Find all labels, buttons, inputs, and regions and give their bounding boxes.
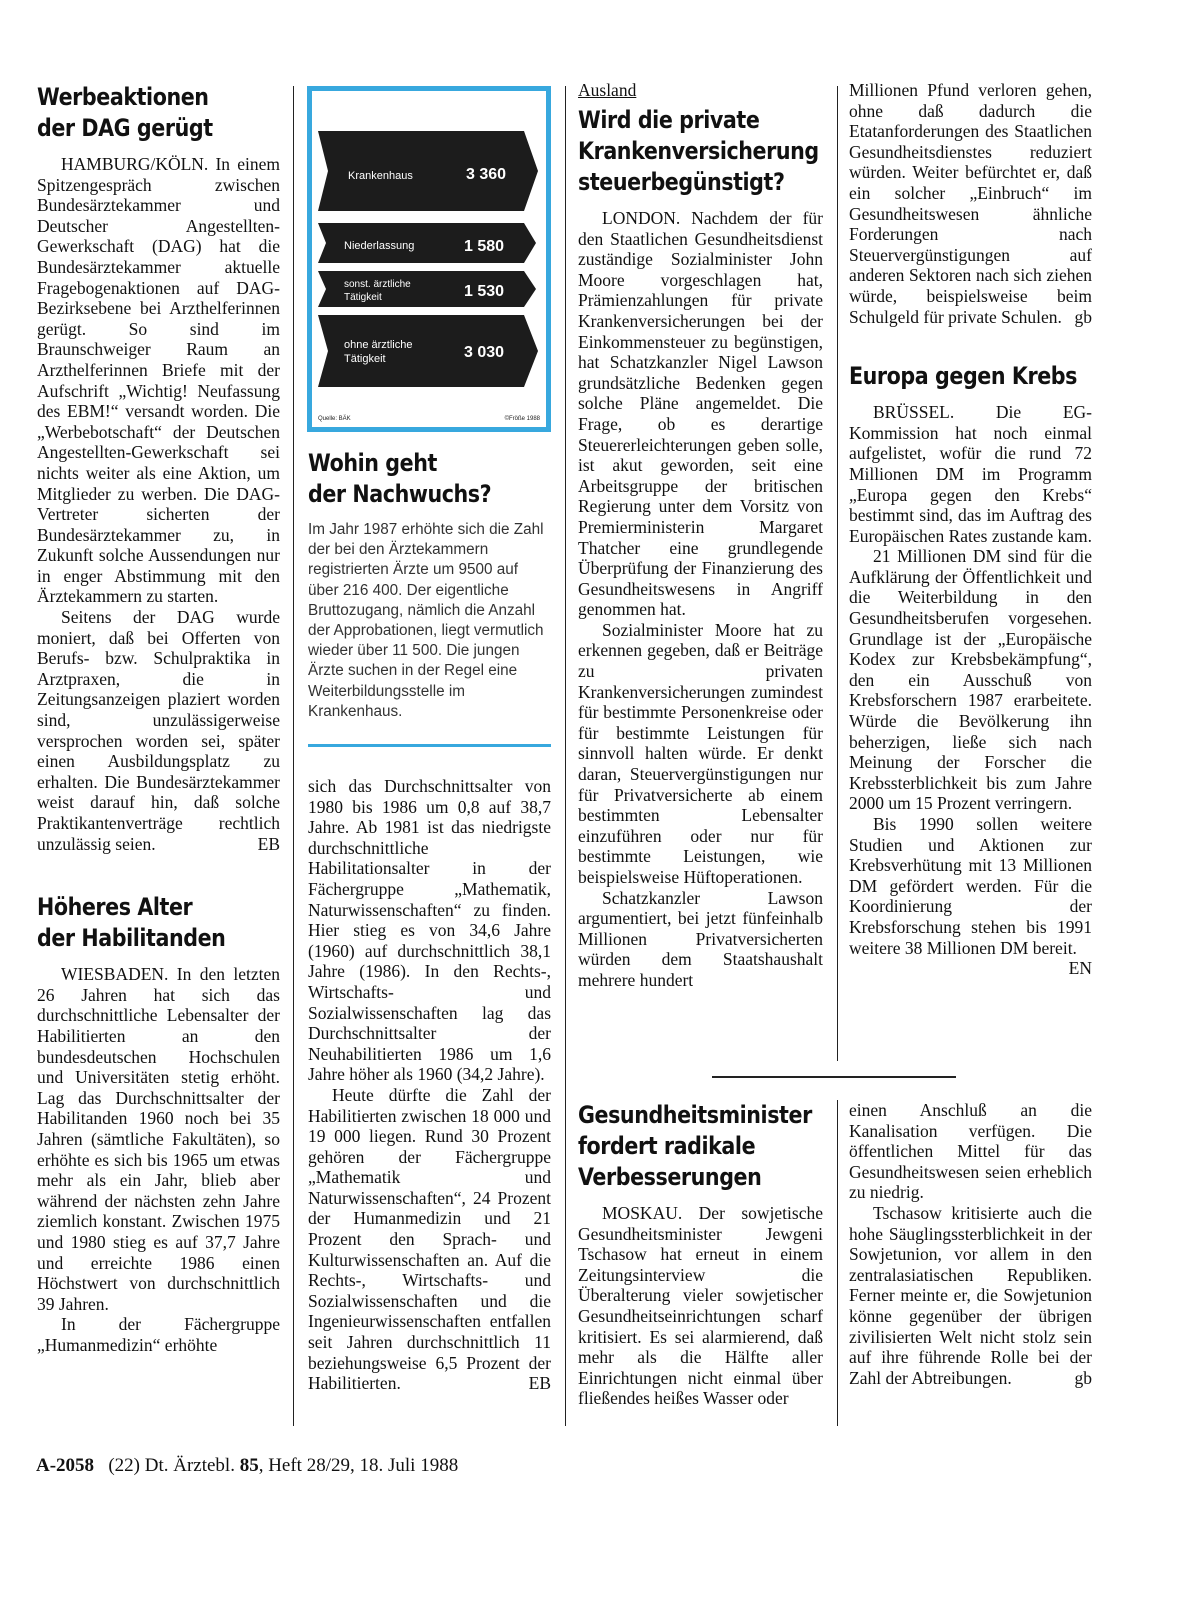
paragraph: In der Fächergruppe „Humanmedizin“ erhöhte (37, 1314, 280, 1355)
row-value: 1 580 (464, 238, 505, 255)
headline-line: Krankenversicherung (578, 137, 819, 165)
volume-number: 85 (239, 1455, 259, 1476)
paragraph: sich das Durchschnittsalter von 1980 bis 1986 um 0,8 auf 38,7 Jahre. Ab 1981 ist das niedrigste durchschnittliche Habilitationsalter in der Fächergruppe „Mathematik, Naturwissenschaften“ zu finden. Hier stieg es von 34,6 Jahre (1960) auf durchschnittlich 38,1 Jahre (1986). In den Rechts-, Wirtschafts- und Sozialwissenschaften lag das Durchschnittsalter der Neuhabilitierten 1986 um 1,6 Jahre höher als 1960 (34,2 Jahre). (308, 776, 551, 1085)
author-signature: gb (1074, 306, 1092, 327)
section-divider (712, 1076, 956, 1078)
paragraph: Schatzkanzler Lawson argumentiert, bei jetzt fünfeinhalb Millionen Privatversicherten würden dem Staatshaushalt mehrere hundert (578, 887, 823, 990)
headline-line: Verbesserungen (578, 1163, 762, 1191)
paragraph: Sozialminister Moore hat zu erkennen gegeben, daß er Beiträge zu privaten Krankenversicherungen zumindest für bestimmte Personenkreise oder für bestimmte Leistungen für sinnvoll halten würde. Er denkt daran, Steuervergünstigungen nur für Privatversicherte ab einem bestimmten Lebensalter einzuführen oder nur für bestimmte Leistungen, wie beispielsweise Hüftoperationen. (578, 619, 823, 887)
row-value: 3 360 (466, 166, 507, 183)
paragraph: MOSKAU. Der sowjetische Gesundheitsminister Jewgeni Tschasow hat erneut in einem Zeitungsinterview die Überalterung vieler sowjetischer Gesundheitseinrichtungen scharf kritisiert. Es sei alarmierend, daß mehr als die Hälfte aller Einrichtungen nicht einmal über fließendes heißes Wasser oder (578, 1203, 823, 1409)
paragraph-text: Millionen Pfund verloren gehen, ohne daß dadurch die Etatanforderungen des Staatlichen Gesundheitsdienstes reduziert würden. Weiter befürchtet er, daß ein solcher „Einbruch“ im Gesundheitswesen ähnliche Forderungen nach Steuervergünstigungen auf anderen Sektoren nach sich ziehen würde, beispielsweise beim Schulgeld für private Schulen. (849, 80, 1092, 327)
row-value: 3 030 (464, 344, 505, 361)
page-number: A-2058 (36, 1455, 95, 1476)
author-signature: EB (257, 833, 280, 854)
paragraph: HAMBURG/KÖLN. In einem Spitzengespräch zwischen Bundesärztekammer und Deutscher Angestellten-Gewerkschaft (DAG) hat die Bundesärztekammer aktuelle Fragebogenaktionen auf DAG-Bezirksebene bei Arzthelferinnen gerügt. So sind im Braunschweiger Raum an Arzthelferinnen Briefe mit der Aufschrift „Wichtig! Neufassung des EBM!“ versandt worden. Die „Werbebotschaft“ der Deutschen Angestellten-Gewerkschaft sei nichts weiter als eine Aktion, um Mitglieder zu werben. Die DAG-Vertreter sicherten der Bundesärztekammer zu, in Zukunft solche Aussendungen nur in enger Abstimmung mit den Ärztekammern zu starten. (37, 154, 280, 607)
paragraph-text: Tschasow kritisierte auch die hohe Säuglingssterblichkeit in der Sowjetunion, vor allem in den zentralasiatischen Republiken. Ferner meinte er, die Sowjetunion könne gegenüber der übrigen zivilisierten Welt nicht stolz sein auf ihre führende Rolle bei der Zahl der Abtreibungen. (849, 1202, 1092, 1388)
row-label: Tätigkeit (344, 353, 386, 365)
headline-nachwuchs (308, 448, 550, 510)
headline-krankenversicherung (578, 105, 822, 198)
lede-divider (308, 744, 551, 747)
journal-name: (22) Dt. Ärztebl. (108, 1455, 235, 1476)
row-label: Krankenhaus (348, 170, 413, 182)
headline-werbeaktionen (37, 82, 279, 144)
page-footer (36, 1455, 458, 1477)
paragraph (849, 80, 1092, 327)
column-rule-3 (837, 86, 838, 1061)
author-signature: gb (1074, 1367, 1092, 1388)
arrow-ohne-taetigkeit (318, 315, 538, 387)
row-value: 1 530 (464, 283, 505, 300)
headline-gesundheitsminister (578, 1100, 822, 1193)
paragraph: einen Anschluß an die Kanalisation verfügen. Die öffentlichen Mittel für das Gesundheitswesen seien erheblich zu niedrig. (849, 1100, 1092, 1203)
chart-credit: ©Fröße 1988 (504, 416, 540, 422)
paragraph: BRÜSSEL. Die EG-Kommission hat noch einmal aufgelistet, wofür die rund 72 Millionen DM im Programm „Europa gegen den Krebs“ bestimmt sind, das im Auftrag des Europäischen Rates zustande kam. (849, 402, 1092, 546)
infographic-panel (307, 86, 551, 432)
headline-line: der Nachwuchs? (308, 480, 492, 508)
column-3 (578, 80, 823, 991)
row-label: Niederlassung (344, 240, 415, 252)
headline-line: Werbeaktionen (37, 83, 209, 111)
headline-line: Höheres Alter (37, 893, 193, 922)
headline-line: der Habilitanden (37, 924, 226, 953)
paragraph-text: Heute dürfte die Zahl der Habilitierten zwischen 18 000 und 19 000 liegen. Rund 30 Prozent gehören der Fächergruppe „Mathematik und Naturwissenschaften“, 24 Prozent der Humanmedizin und 21 Prozent den Sprach- und Kulturwissenschaften an. Auf die Rechts-, Wirtschafts- und Sozialwissenschaften und die Ingenieurwissenschaften entfallen seit Jahren durchschnittlich 11 beziehungsweise 6,5 Prozent der Habilitierten. (308, 1084, 551, 1394)
column-rule-2 (565, 86, 566, 1426)
headline-line: steuerbegünstigt? (578, 168, 785, 196)
headline-line: Gesundheitsminister (578, 1101, 812, 1129)
row-label: ohne ärztliche (344, 339, 413, 351)
author-signature: EN (1068, 958, 1092, 979)
paragraph (849, 1203, 1092, 1388)
column-2-lower (308, 776, 551, 1394)
paragraph: 21 Millionen DM sind für die Aufklärung der Öffentlichkeit und die Weiterbildung in den Gesundheitsberufen vorgesehen. Grundlage ist der „Europäische Kodex zur Krebsbekämpfung“, den ein Ausschuß von Krebsforschern 1987 erarbeitete. Würde die Bevölkerung ihn beherzigen, ließe sich nach Meinung der Forscher die Krebssterblichkeit bis zum Jahre 2000 um 15 Prozent verringern. (849, 546, 1092, 814)
paragraph (308, 1085, 551, 1394)
column-3-lower (578, 1100, 823, 1409)
column-1 (37, 82, 280, 1355)
section-kicker: Ausland (578, 80, 637, 100)
headline-habilitanden (37, 892, 279, 954)
headline-line: Europa gegen Krebs (849, 362, 1077, 391)
paragraph (37, 607, 280, 854)
infographic-arrows (312, 91, 546, 427)
headline-line: Wohin geht (308, 449, 437, 477)
column-4 (849, 80, 1092, 979)
paragraph-text: Bis 1990 sollen weitere Studien und Aktionen zur Krebsverhütung mit 13 Millionen DM gefördert werden. Für die Koordinierung der Krebsforschung stehen bis 1991 weitere 38 Millionen DM bereit. (849, 814, 1092, 958)
column-rule-3b (837, 1100, 838, 1426)
headline-line: Wird die private (578, 106, 760, 134)
infographic-lede: Im Jahr 1987 erhöhte sich die Zahl der bei den Ärztekammern registrierten Ärzte um 9500 auf über 216 400. Der eigentliche Bruttozugang, nämlich die Anzahl der Approbationen, liegt vermutlich wieder über 11 500. Die jungen Ärzte suchen in der Regel eine Weiterbildungsstelle im Krankenhaus. (308, 521, 544, 720)
headline-line: der DAG gerügt (37, 114, 213, 142)
paragraph (849, 814, 1092, 979)
row-label: sonst. ärztliche (344, 279, 411, 290)
column-4-lower (849, 1100, 1092, 1388)
headline-line: fordert radikale (578, 1132, 756, 1160)
author-signature: EB (528, 1373, 551, 1394)
row-label: Tätigkeit (344, 292, 382, 303)
column-2 (308, 448, 551, 722)
issue-date: , Heft 28/29, 18. Juli 1988 (258, 1455, 459, 1476)
chart-source: Quelle: BÄK (318, 416, 351, 422)
paragraph: WIESBADEN. In den letzten 26 Jahren hat sich das durchschnittliche Lebensalter der Habilitierten an den bundesdeutschen Hochschulen und Universitäten stetig erhöht. Lag das Durchschnittsalter der Habilitanden 1960 noch bei 35 Jahren (sämtliche Fakultäten), so erhöhte es sich bis 1965 um etwas mehr als ein Jahr, blieb aber während der nächsten zehn Jahre ziemlich konstant. Zwischen 1975 und 1980 stieg es auf 37,7 Jahre und erreichte 1986 einen Höchstwert von durchschnittlich 39 Jahren. (37, 964, 280, 1314)
paragraph: LONDON. Nachdem der für den Staatlichen Gesundheitsdienst zuständige Sozialminister John Moore vorgeschlagen hat, Prämienzahlungen für private Krankenversicherungen bei der Einkommensteuer zu begünstigen, hat Schatzkanzler Nigel Lawson grundsätzliche Bedenken gegen solche Pläne angemeldet. Die Frage, ob es derartige Steuererleichterungen geben solle, ist akut geworden, seit eine Arbeitsgruppe der britischen Regierung unter dem Vorsitz von Premierministerin Margaret Thatcher eine grundlegende Überprüfung der Finanzierung des Gesundheitswesens in Angriff genommen hat. (578, 208, 823, 620)
column-rule-1 (293, 86, 294, 1426)
paragraph-text: Seitens der DAG wurde moniert, daß bei Offerten von Berufs- bzw. Schulpraktika in Arztpraxen, die in Zeitungsanzeigen plaziert worden sind, unzulässigerweise versprochen worden sei, später einen Ausbildungsplatz zu erhalten. Die Bundesärztekammer weist darauf hin, daß solche Praktikantenverträge rechtlich unzulässig seien. (37, 607, 280, 854)
headline-europa (849, 361, 1091, 392)
